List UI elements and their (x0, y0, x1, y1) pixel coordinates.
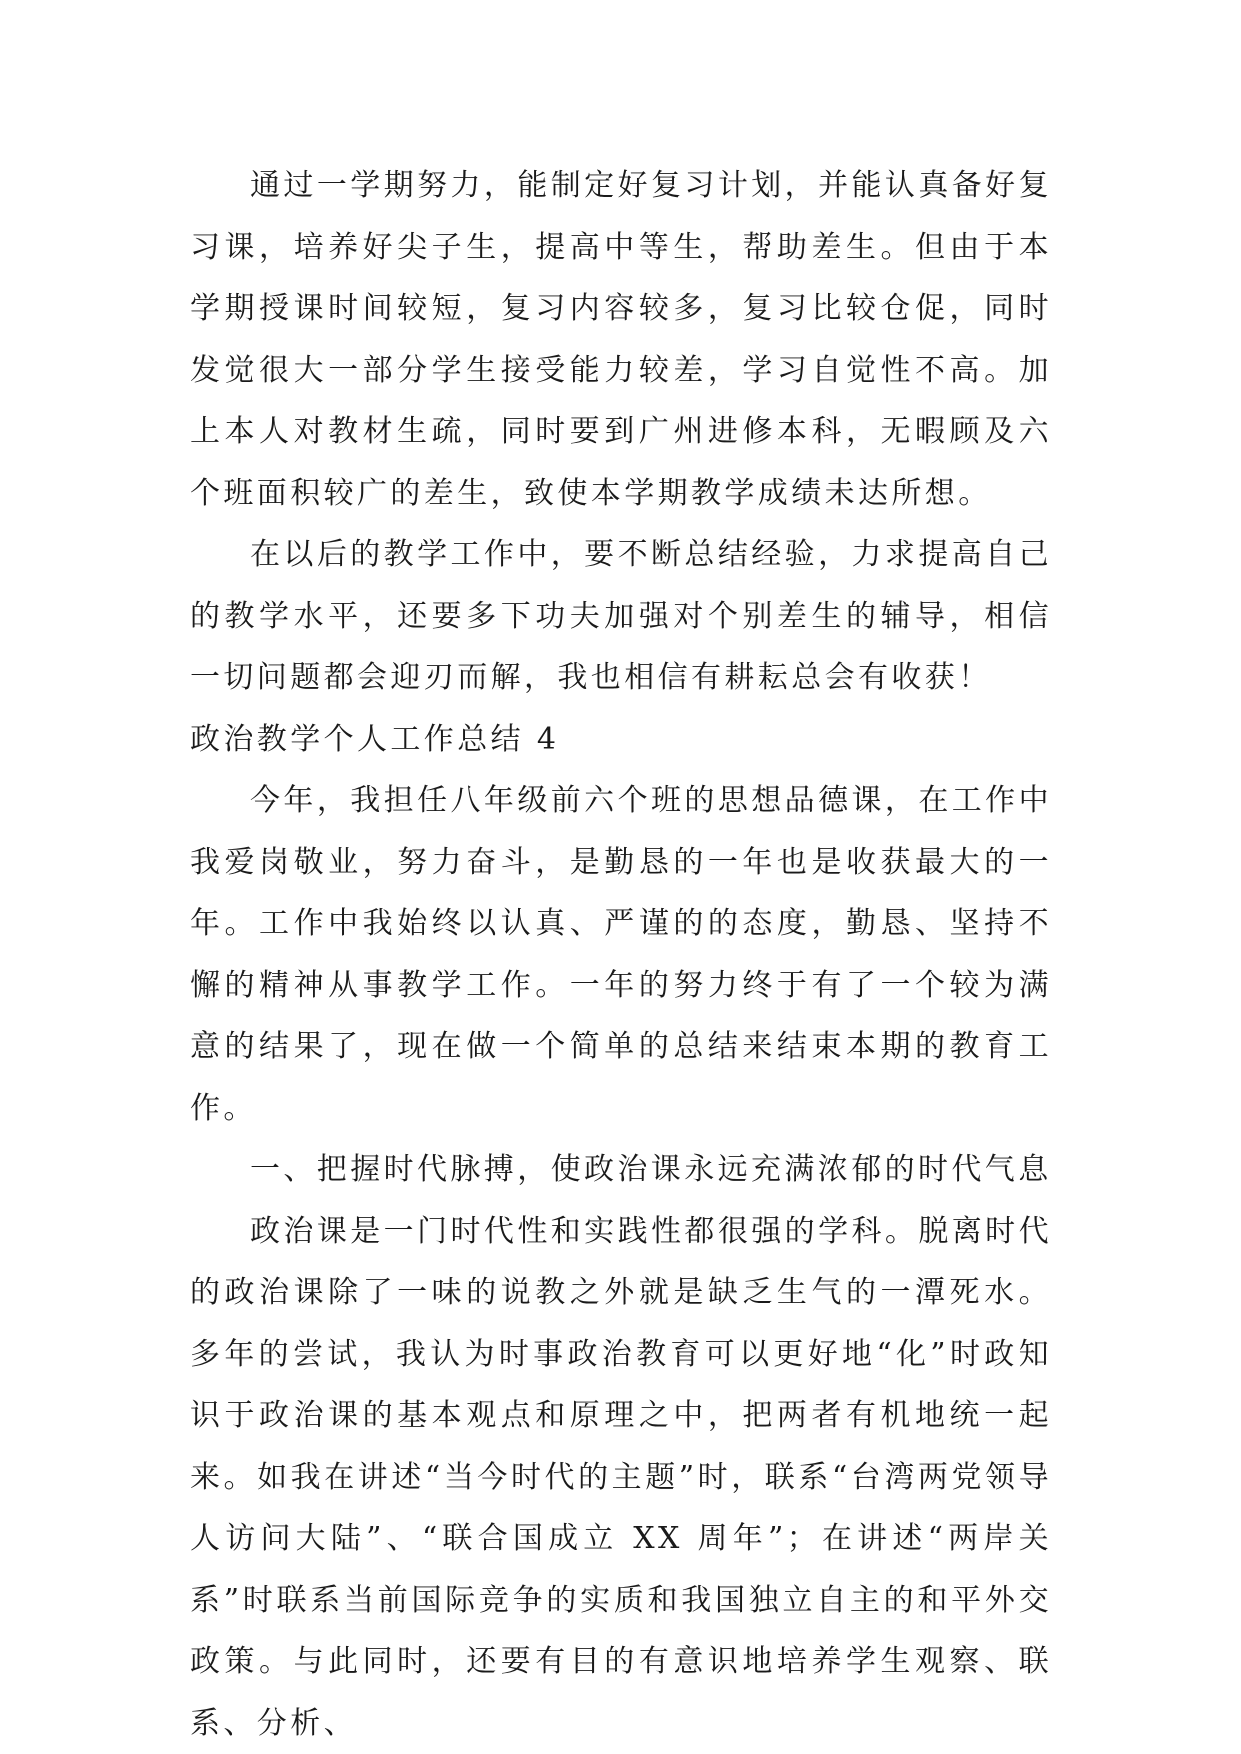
paragraph-review-summary: 通过一学期努力，能制定好复习计划，并能认真备好复习课，培养好尖子生，提高中等生，帮助差生。但由于本学期授课时间较短，复习内容较多，复习比较仓促，同时发觉很大一部分学生接受能力较差，学习自觉性不高。加上本人对教材生疏，同时要到广州进修本科，无暇顾及六个班面积较广的差生，致使本学期教学成绩未达所想。 (190, 168, 1052, 511)
paragraph-future-plan: 在以后的教学工作中，要不断总结经验，力求提高自己的教学水平，还要多下功夫加强对个别差生的辅导，相信一切问题都会迎刃而解，我也相信有耕耘总会有收获！ (190, 537, 1052, 695)
document-body (190, 155, 1052, 1754)
section-heading: 政治教学个人工作总结 4 (190, 721, 560, 757)
paragraph-current-affairs: 政治课是一门时代性和实践性都很强的学科。脱离时代的政治课除了一味的说教之外就是缺乏生气的一潭死水。多年的尝试，我认为时事政治教育可以更好地“化”时政知识于政治课的基本观点和原理之中，把两者有机地统一起来。如我在讲述“当今时代的主题”时，联系“台湾两党领导人访问大陆”、“联合国成立 XX 周年”；在讲述“两岸关系”时联系当前国际竞争的实质和我国独立自主的和平外交政策。与此同时，还要有目的有意识地培养学生观察、联系、分析、 (190, 1213, 1052, 1741)
paragraph-year-overview: 今年，我担任八年级前六个班的思想品德课，在工作中我爱岗敬业，努力奋斗，是勤恳的一年也是收获最大的一年。工作中我始终以认真、严谨的的态度，勤恳、坚持不懈的精神从事教学工作。一年的努力终于有了一个较为满意的结果了，现在做一个简单的总结来结束本期的教育工作。 (190, 783, 1052, 1126)
subheading-time-pulse: 一、把握时代脉搏，使政治课永远充满浓郁的时代气息 (250, 1152, 1052, 1187)
